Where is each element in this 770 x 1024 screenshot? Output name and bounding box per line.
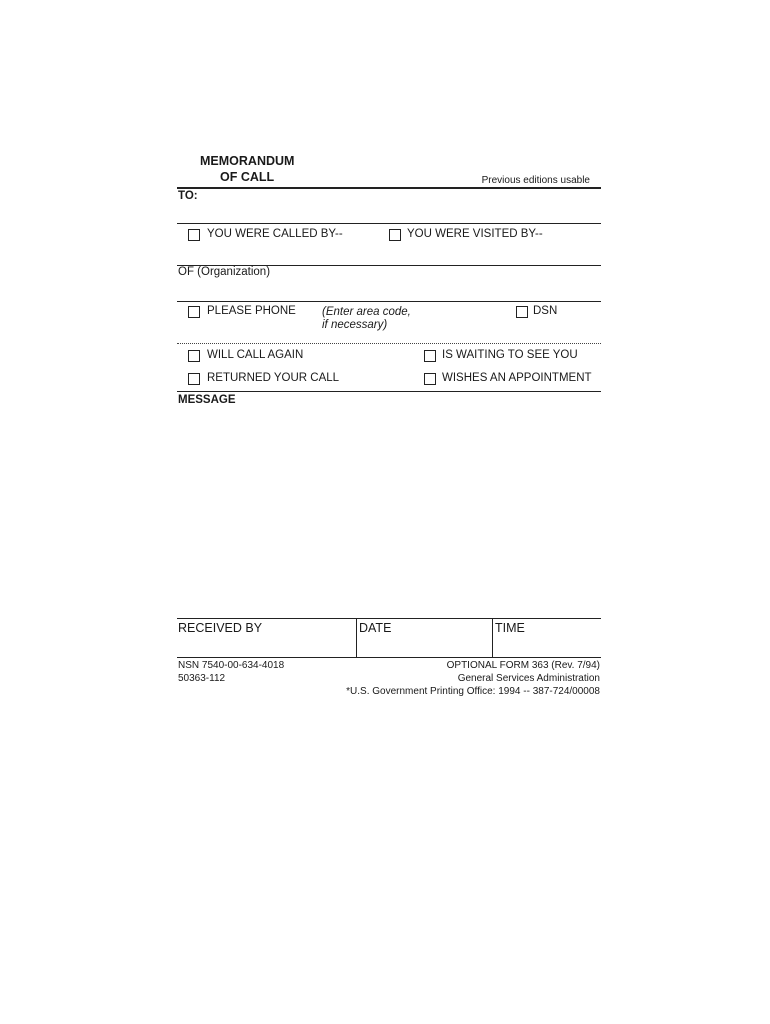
- footer-left: [178, 659, 284, 685]
- date-time-divider: [492, 619, 493, 657]
- time-field[interactable]: [495, 638, 599, 656]
- status-rule: [177, 391, 601, 392]
- dsn-checkbox[interactable]: [516, 306, 528, 318]
- returned-call-checkbox[interactable]: [188, 373, 200, 385]
- to-label: TO:: [178, 190, 198, 202]
- dsn-label: DSN: [533, 305, 558, 317]
- form-number: OPTIONAL FORM 363 (Rev. 7/94): [446, 660, 600, 671]
- visited-by-checkbox[interactable]: [389, 229, 401, 241]
- phone-rule: [177, 343, 601, 344]
- will-call-again-checkbox[interactable]: [188, 350, 200, 362]
- area-code-note-line1: (Enter area code,: [322, 306, 411, 318]
- phone-number-field[interactable]: [177, 322, 601, 342]
- date-field[interactable]: [359, 638, 491, 656]
- area-code-note-line2: if necessary): [322, 319, 388, 331]
- footer-right: [346, 659, 600, 698]
- memorandum-of-call-form: [177, 150, 601, 710]
- received-by-field[interactable]: [177, 638, 355, 656]
- please-phone-label: PLEASE PHONE: [207, 305, 296, 317]
- printing-office-note: *U.S. Government Printing Office: 1994 -- 387-724/00008: [346, 686, 600, 697]
- nsn-number: NSN 7540-00-634-4018: [178, 660, 285, 671]
- to-rule: [177, 223, 601, 224]
- to-field[interactable]: [207, 190, 597, 220]
- is-waiting-label: IS WAITING TO SEE YOU: [442, 349, 578, 361]
- organization-label: OF (Organization): [178, 266, 271, 278]
- wishes-appointment-label: WISHES AN APPOINTMENT: [442, 372, 592, 384]
- date-label: DATE: [359, 621, 392, 635]
- organization-field[interactable]: [177, 282, 601, 300]
- returned-call-label: RETURNED YOUR CALL: [207, 372, 340, 384]
- time-label: TIME: [495, 621, 525, 635]
- form-title-line2: OF CALL: [220, 170, 275, 184]
- message-area[interactable]: [177, 410, 601, 615]
- message-label: MESSAGE: [178, 394, 236, 406]
- is-waiting-checkbox[interactable]: [424, 350, 436, 362]
- received-date-divider: [356, 619, 357, 657]
- organization-rule: [177, 301, 601, 302]
- received-by-label: RECEIVED BY: [178, 621, 263, 635]
- visited-by-label: YOU WERE VISITED BY--: [407, 228, 543, 240]
- will-call-again-label: WILL CALL AGAIN: [207, 349, 304, 361]
- header-rule: [177, 187, 601, 189]
- agency-name: General Services Administration: [457, 673, 600, 684]
- message-rule: [177, 618, 601, 619]
- please-phone-checkbox[interactable]: [188, 306, 200, 318]
- received-rule: [177, 657, 601, 658]
- called-by-checkbox[interactable]: [188, 229, 200, 241]
- form-title-line1: MEMORANDUM: [200, 154, 295, 168]
- stock-number: 50363-112: [178, 673, 226, 684]
- previous-editions-note: Previous editions usable: [481, 175, 590, 186]
- called-by-label: YOU WERE CALLED BY--: [207, 228, 343, 240]
- wishes-appointment-checkbox[interactable]: [424, 373, 436, 385]
